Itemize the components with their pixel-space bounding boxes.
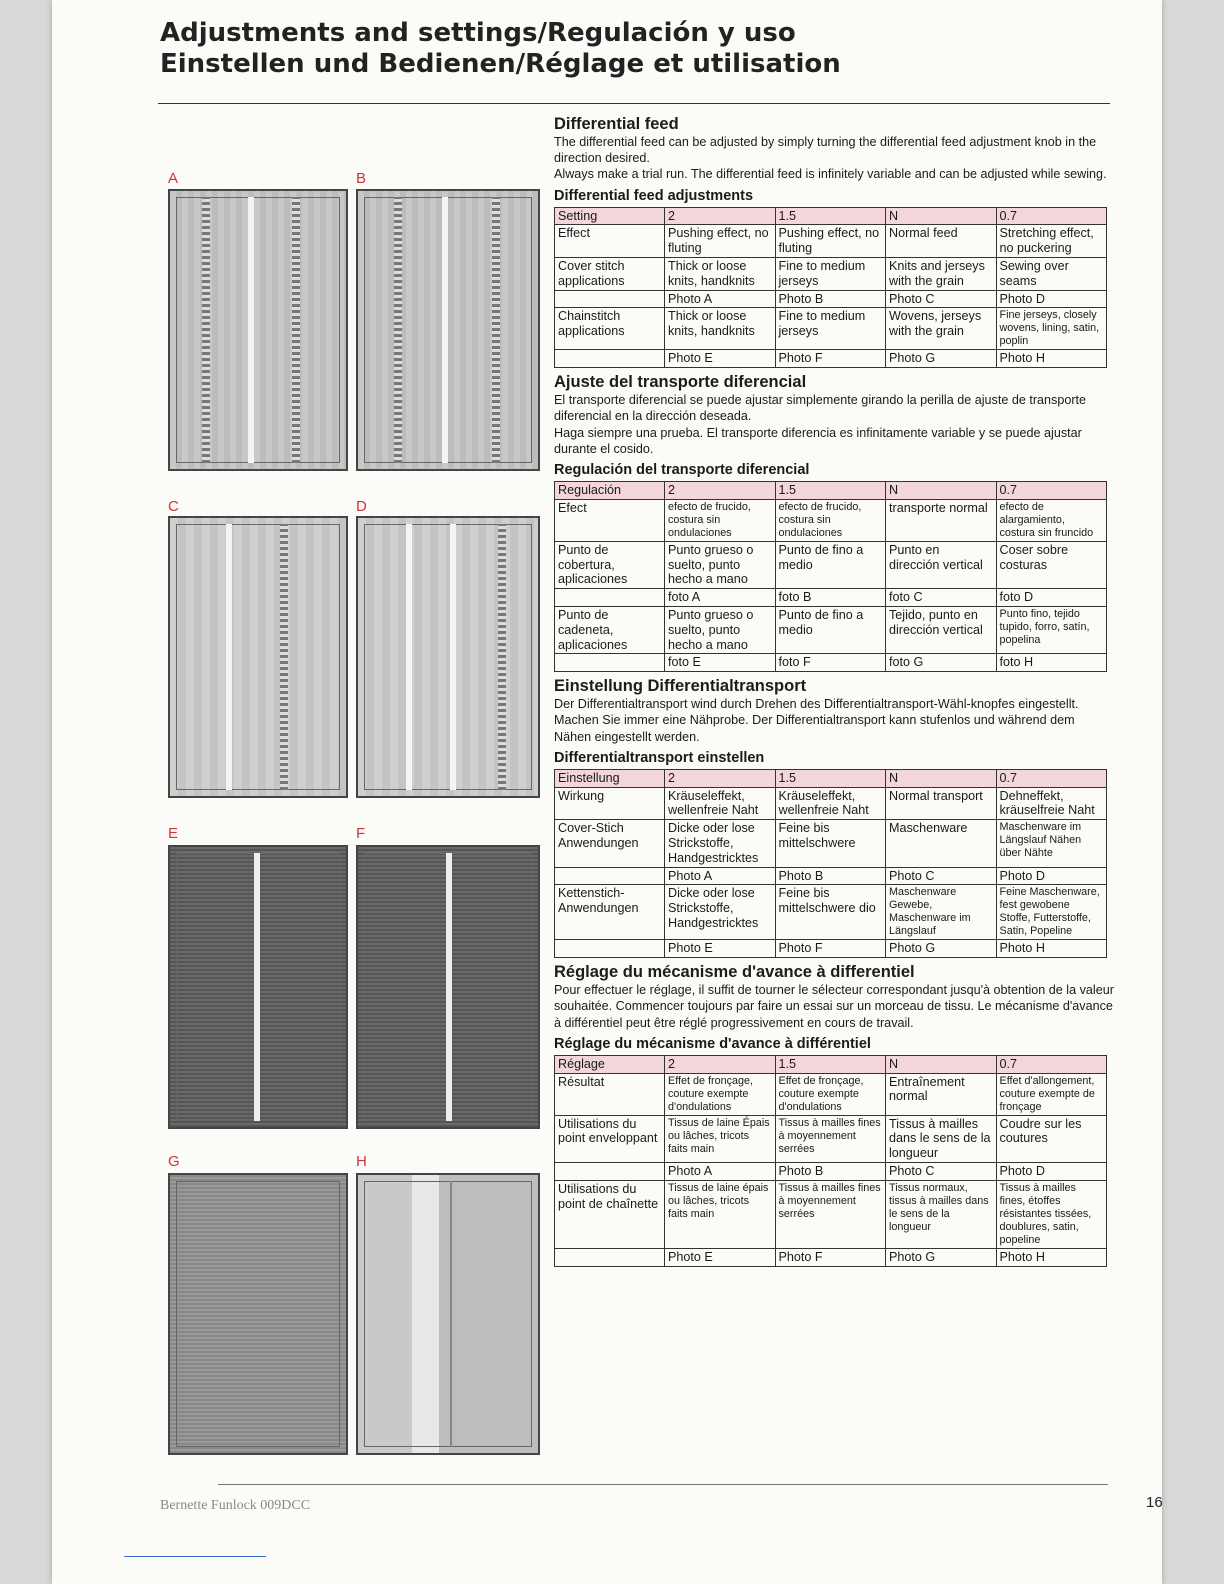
table-cell: Normal transport — [886, 787, 997, 820]
table-cell: Einstellung — [555, 769, 665, 787]
table-cell: Tissus de laine épais ou lâches, tricots faits main — [665, 1180, 776, 1248]
table-cell — [555, 867, 665, 885]
table-cell: Photo D — [996, 867, 1107, 885]
table-cell: Efect — [555, 499, 665, 541]
table-cell: Photo E — [665, 940, 776, 958]
table-cell: Sewing over seams — [996, 258, 1107, 291]
table-cell: Photo G — [886, 350, 997, 368]
photo-g — [168, 1173, 348, 1455]
table-title: Réglage du mécanisme d'avance à différentiel — [554, 1035, 871, 1052]
table-cell: Kräuseleffekt, wellenfreie Naht — [665, 787, 776, 820]
photo-b — [356, 189, 540, 471]
table-cell: Résultat — [555, 1073, 665, 1115]
table-cell: Coudre sur les coutures — [996, 1115, 1107, 1162]
table-cell: Tissus normaux, tissus à mailles dans le sens de la longueur — [886, 1180, 997, 1248]
paragraph: Always make a trial run. The differential feed is infinitely variable and can be adjusted while sewing. — [554, 167, 1107, 182]
table-row — [555, 541, 1107, 588]
section-heading: Einstellung Differentialtransport — [554, 677, 807, 696]
table-cell: Dehneffekt, kräuselfreie Naht — [996, 787, 1107, 820]
table-cell: Feine bis mittelschwere — [775, 820, 886, 867]
paragraph: Pour effectuer le réglage, il suffit de tourner le sélecteur correspondant jusqu'à obtention de la valeur souhaitée. Commencer toujours par faire un essai sur un morceau de tissu. Le mécanisme d'avance à différentiel peut être réglé progressivement en cours de travail. — [554, 983, 1114, 1030]
table-cell: Effect — [555, 225, 665, 258]
table-cell: Photo F — [775, 940, 886, 958]
table-row — [555, 1073, 1107, 1115]
table-cell: Fine jerseys, closely wovens, lining, satin, poplin — [996, 308, 1107, 350]
table-cell: Dicke oder lose Strickstoffe, Handgestricktes — [665, 885, 776, 940]
table-cell: Maschenware Gewebe, Maschenware im Längslauf — [886, 885, 997, 940]
table-row — [555, 225, 1107, 258]
table-cell — [555, 1162, 665, 1180]
table-cell: N — [886, 482, 997, 500]
table-cell: Coser sobre costuras — [996, 541, 1107, 588]
table-cell: Photo F — [775, 1248, 886, 1266]
paragraph: El transporte diferencial se puede ajustar simplemente girando la perilla de ajuste de transporte diferencial en la dirección deseada. — [554, 393, 1087, 424]
table-cell: Photo E — [665, 1248, 776, 1266]
section-heading: Réglage du mécanisme d'avance à differentiel — [554, 963, 915, 982]
table-cell: Feine Maschenware, fest gewobene Stoffe, Futterstoffe, Satin, Popeline — [996, 885, 1107, 940]
table-cell: Kräuseleffekt, wellenfreie Naht — [775, 787, 886, 820]
table-cell: Tissus à mailles fines à moyennement serrées — [775, 1180, 886, 1248]
table-row — [555, 308, 1107, 350]
table-cell: Utilisations du point de chaînette — [555, 1180, 665, 1248]
table-cell: Photo D — [996, 290, 1107, 308]
table-cell: N — [886, 207, 997, 225]
table-cell: 0.7 — [996, 482, 1107, 500]
table-cell: 2 — [665, 482, 776, 500]
table-row — [555, 1248, 1107, 1266]
table-cell: Punto fino, tejido tupido, forro, satín, popelina — [996, 606, 1107, 653]
table-cell: Punto grueso o suelto, punto hecho a mano — [665, 606, 776, 653]
table-cell: Photo E — [665, 350, 776, 368]
table-cell: N — [886, 1055, 997, 1073]
photo-f — [356, 845, 540, 1129]
table-cell: Fine to medium jerseys — [775, 308, 886, 350]
table-cell — [555, 1248, 665, 1266]
photo-a — [168, 189, 348, 471]
table-cell: 2 — [665, 207, 776, 225]
table-cell: Photo A — [665, 290, 776, 308]
table-cell: foto G — [886, 654, 997, 672]
table-cell: foto C — [886, 589, 997, 607]
table-cell: Thick or loose knits, handknits — [665, 258, 776, 291]
table-cell: N — [886, 769, 997, 787]
table-cell: foto E — [665, 654, 776, 672]
table-cell: Photo G — [886, 940, 997, 958]
table-cell: 2 — [665, 1055, 776, 1073]
table-cell: 1.5 — [775, 482, 886, 500]
footer-divider — [218, 1484, 1108, 1485]
table-cell: Entraînement normal — [886, 1073, 997, 1115]
table-cell: Wirkung — [555, 787, 665, 820]
manual-page — [52, 0, 1162, 1584]
table-cell: 1.5 — [775, 1055, 886, 1073]
settings-table-french — [554, 1055, 1107, 1267]
table-row — [555, 606, 1107, 653]
table-cell: Knits and jerseys with the grain — [886, 258, 997, 291]
table-row — [555, 787, 1107, 820]
table-cell: Photo B — [775, 290, 886, 308]
footer-brand: Bernette Funlock 009DCC — [160, 1498, 311, 1513]
table-cell: Cover stitch applications — [555, 258, 665, 291]
table-cell: Tejido, punto en dirección vertical — [886, 606, 997, 653]
table-cell: Photo B — [775, 1162, 886, 1180]
table-row — [555, 499, 1107, 541]
table-cell: Dicke oder lose Strickstoffe, Handgestricktes — [665, 820, 776, 867]
settings-table-spanish — [554, 481, 1107, 672]
table-cell: Punto de cobertura, aplicaciones — [555, 541, 665, 588]
table-cell: Thick or loose knits, handknits — [665, 308, 776, 350]
table-cell: Maschenware im Längslauf Nähen über Nähte — [996, 820, 1107, 867]
photo-label-g: G — [168, 1153, 180, 1170]
table-cell: Wovens, jerseys with the grain — [886, 308, 997, 350]
section-german — [554, 676, 1114, 958]
section-heading: Ajuste del transporte diferencial — [554, 373, 807, 392]
table-cell: Photo H — [996, 1248, 1107, 1266]
table-cell: Pushing effect, no fluting — [775, 225, 886, 258]
table-cell — [555, 350, 665, 368]
table-cell: Photo F — [775, 350, 886, 368]
table-cell: Photo H — [996, 350, 1107, 368]
content-column — [554, 114, 1114, 1271]
table-cell: Punto de fino a medio — [775, 541, 886, 588]
photo-label-f: F — [356, 825, 366, 842]
table-cell: 0.7 — [996, 1055, 1107, 1073]
table-cell: Punto de cadeneta, aplicaciones — [555, 606, 665, 653]
table-cell: Effet de fronçage, couture exempte d'ondulations — [665, 1073, 776, 1115]
table-cell: Chainstitch applications — [555, 308, 665, 350]
photo-label-a: A — [168, 170, 179, 187]
table-cell: efecto de alargamiento, costura sin fruncido — [996, 499, 1107, 541]
table-row — [555, 258, 1107, 291]
table-cell: Photo G — [886, 1248, 997, 1266]
photo-label-e: E — [168, 825, 179, 842]
table-title: Regulación del transporte diferencial — [554, 462, 810, 478]
photo-h — [356, 1173, 540, 1455]
table-row — [555, 207, 1107, 225]
table-row — [555, 820, 1107, 867]
section-spanish — [554, 372, 1114, 672]
table-row — [555, 589, 1107, 607]
table-cell: Photo H — [996, 940, 1107, 958]
photo-e — [168, 845, 348, 1129]
table-row — [555, 654, 1107, 672]
table-cell: Réglage — [555, 1055, 665, 1073]
table-cell: 0.7 — [996, 769, 1107, 787]
table-cell: Pushing effect, no fluting — [665, 225, 776, 258]
table-cell: Tissus à mailles fines à moyennement serrées — [775, 1115, 886, 1162]
table-cell: efecto de frucido, costura sin ondulaciones — [775, 499, 886, 541]
page-number: 16 — [1146, 1494, 1163, 1511]
table-row — [555, 1055, 1107, 1073]
table-row — [555, 1180, 1107, 1248]
table-cell: Kettenstich-Anwendungen — [555, 885, 665, 940]
title-divider — [158, 103, 1110, 104]
table-cell: 1.5 — [775, 769, 886, 787]
table-cell: 0.7 — [996, 207, 1107, 225]
table-cell — [555, 290, 665, 308]
table-title: Differentialtransport einstellen — [554, 749, 765, 766]
table-cell: Utilisations du point enveloppant — [555, 1115, 665, 1162]
table-cell: foto B — [775, 589, 886, 607]
table-cell: Cover-Stich Anwendungen — [555, 820, 665, 867]
table-row — [555, 350, 1107, 368]
table-cell: Effet d'allongement, couture exempte de fronçage — [996, 1073, 1107, 1115]
table-cell: foto F — [775, 654, 886, 672]
table-cell: efecto de frucido, costura sin ondulaciones — [665, 499, 776, 541]
table-cell: Photo A — [665, 867, 776, 885]
paragraph: Haga siempre una prueba. El transporte diferencia es infinitamente variable y se puede ajustar durante el cosido. — [554, 425, 1082, 456]
page-title — [160, 18, 841, 80]
table-cell: 2 — [665, 769, 776, 787]
photo-label-h: H — [356, 1153, 367, 1170]
table-row — [555, 940, 1107, 958]
table-cell — [555, 589, 665, 607]
page-title-line-2: Einstellen und Bedienen/Réglage et utilisation — [160, 49, 841, 79]
table-cell: Normal feed — [886, 225, 997, 258]
photo-d — [356, 516, 540, 798]
table-cell: transporte normal — [886, 499, 997, 541]
scan-artifact-line — [124, 1556, 266, 1557]
table-cell: foto A — [665, 589, 776, 607]
table-cell: Punto en dirección vertical — [886, 541, 997, 588]
table-cell: Regulación — [555, 482, 665, 500]
photo-label-d: D — [356, 498, 367, 515]
paragraph: The differential feed can be adjusted by simply turning the differential feed adjustment knob in the direction desired. — [554, 135, 1097, 166]
table-cell: foto H — [996, 654, 1107, 672]
table-title: Differential feed adjustments — [554, 187, 754, 204]
table-cell: Effet de fronçage, couture exempte d'ondulations — [775, 1073, 886, 1115]
table-row — [555, 769, 1107, 787]
table-row — [555, 885, 1107, 940]
table-cell: Tissus à mailles fines, étoffes résistantes tissées, doublures, satin, popeline — [996, 1180, 1107, 1248]
settings-table-german — [554, 769, 1107, 958]
table-cell: 1.5 — [775, 207, 886, 225]
photo-label-b: B — [356, 170, 367, 187]
table-cell: Photo C — [886, 1162, 997, 1180]
table-cell — [555, 940, 665, 958]
table-row — [555, 290, 1107, 308]
table-cell: Punto grueso o suelto, punto hecho a mano — [665, 541, 776, 588]
table-cell: Fine to medium jerseys — [775, 258, 886, 291]
table-cell: Photo D — [996, 1162, 1107, 1180]
table-cell: Photo A — [665, 1162, 776, 1180]
table-cell: Photo C — [886, 290, 997, 308]
table-cell: Feine bis mittelschwere dio — [775, 885, 886, 940]
table-cell: Maschenware — [886, 820, 997, 867]
photo-c — [168, 516, 348, 798]
table-cell: Photo C — [886, 867, 997, 885]
table-cell: Tissus de laine Épais ou lâches, tricots faits main — [665, 1115, 776, 1162]
table-row — [555, 867, 1107, 885]
table-row — [555, 1162, 1107, 1180]
photo-label-c: C — [168, 498, 179, 515]
table-cell — [555, 654, 665, 672]
paragraph: Der Differentialtransport wind durch Drehen des Differentialtransport-Wähl-knopfes eingestellt. — [554, 697, 1079, 712]
page-title-line-1: Adjustments and settings/Regulación y uso — [160, 18, 796, 48]
table-cell: Photo B — [775, 867, 886, 885]
table-cell: Setting — [555, 207, 665, 225]
table-row — [555, 1115, 1107, 1162]
table-row — [555, 482, 1107, 500]
table-cell: foto D — [996, 589, 1107, 607]
table-cell: Tissus à mailles dans le sens de la longueur — [886, 1115, 997, 1162]
paragraph: Machen Sie immer eine Nähprobe. Der Differentialtransport kann stufenlos und während dem Nähen eingestellt werden. — [554, 713, 1075, 744]
table-cell: Punto de fino a medio — [775, 606, 886, 653]
section-french — [554, 962, 1114, 1266]
settings-table-english — [554, 207, 1107, 369]
section-english — [554, 114, 1114, 368]
table-cell: Stretching effect, no puckering — [996, 225, 1107, 258]
section-heading: Differential feed — [554, 115, 679, 133]
